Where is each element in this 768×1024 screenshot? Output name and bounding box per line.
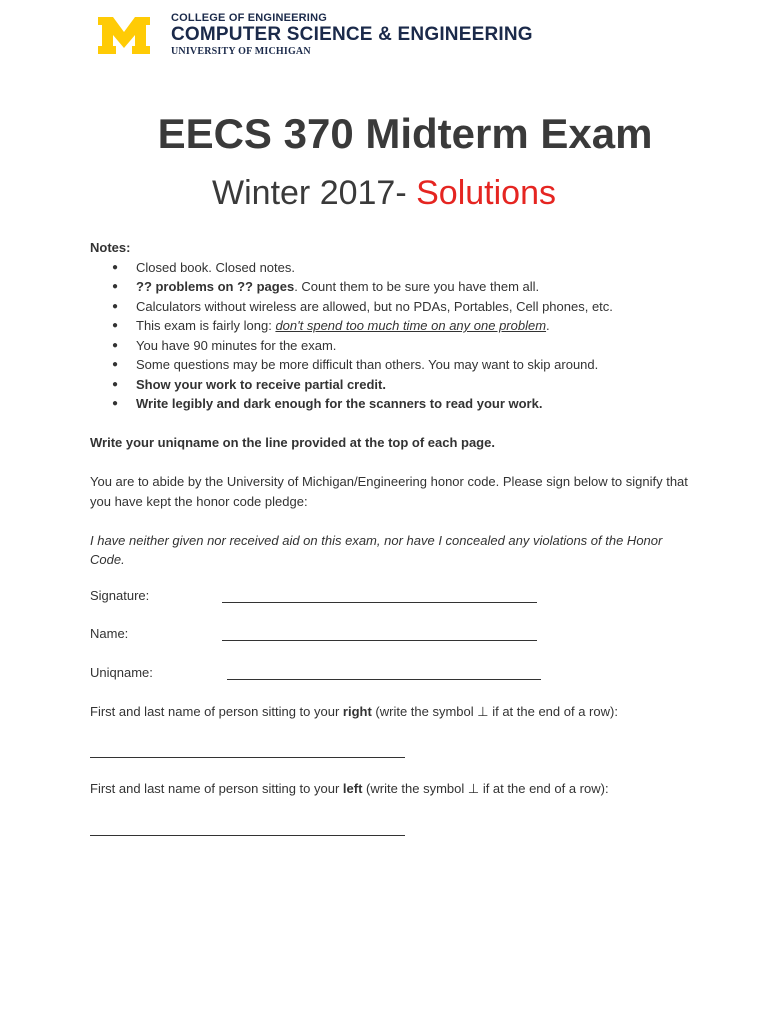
note-text: You have 90 minutes for the exam.	[136, 337, 337, 353]
right-neighbor-text: First and last name of person sitting to your	[90, 704, 343, 719]
name-line[interactable]	[222, 640, 537, 641]
right-neighbor-prompt	[90, 704, 618, 720]
notes-list	[90, 258, 690, 414]
signature-label: Signature:	[90, 588, 150, 603]
left-word: left	[342, 781, 363, 796]
notes-heading: Notes:	[90, 240, 131, 255]
name-label: Name:	[90, 626, 129, 641]
left-neighbor-text-end: (write the symbol ⊥ if at the end of a row):	[362, 781, 609, 796]
list-item	[90, 336, 690, 356]
note-text: . Count them to be sure you have them all.	[294, 279, 540, 294]
list-item	[90, 316, 690, 336]
list-item	[90, 375, 690, 395]
uniqname-line[interactable]	[227, 679, 541, 680]
note-emphasis-text: don't spend too much time on any one problem	[275, 318, 547, 333]
note-text: .	[546, 318, 550, 333]
left-neighbor-text: First and last name of person sitting to your	[90, 781, 343, 796]
note-text: Calculators without wireless are allowed, but no PDAs, Portables, Cell phones, etc.	[136, 298, 613, 314]
name-field	[90, 626, 128, 641]
instructions	[90, 238, 690, 570]
signature-line[interactable]	[222, 602, 537, 603]
block-m-logo	[96, 15, 152, 56]
left-neighbor-prompt	[90, 781, 609, 797]
uniqname-instruction: Write your uniqname on the line provided at the top of each page.	[90, 435, 495, 450]
honor-code-text: You are to abide by the University of Michigan/Engineering honor code. Please sign below to signify that you have kept the honor code pledge:	[90, 474, 688, 509]
right-neighbor-line[interactable]	[90, 757, 405, 758]
signature-field	[90, 588, 149, 603]
right-neighbor-field	[90, 745, 405, 759]
note-text: Closed book. Closed notes.	[136, 259, 295, 275]
college-of-engineering-text: COLLEGE OF ENGINEERING	[171, 12, 327, 24]
exam-title: EECS 370 Midterm Exam	[157, 110, 653, 157]
note-text: Some questions may be more difficult than others. You may want to skip around.	[136, 357, 599, 372]
cse-text: COMPUTER SCIENCE & ENGINEERING	[171, 24, 533, 45]
right-word: right	[342, 704, 372, 719]
left-neighbor-field	[90, 823, 405, 837]
list-item	[90, 258, 690, 278]
note-bold-text: Write legibly and dark enough for the scanners to read your work.	[136, 396, 543, 411]
term-text: Winter 2017-	[212, 174, 417, 212]
note-text: This exam is fairly long:	[136, 318, 276, 333]
honor-pledge: I have neither given nor received aid on this exam, nor have I concealed any violations of the Honor Code.	[90, 532, 663, 567]
list-item	[90, 355, 690, 375]
right-neighbor-text-end: (write the symbol ⊥ if at the end of a row):	[371, 704, 618, 719]
exam-subtitle	[0, 174, 768, 213]
uniqname-field	[90, 665, 153, 680]
university-text: UNIVERSITY OF MICHIGAN	[171, 46, 311, 57]
uniqname-label: Uniqname:	[90, 665, 153, 680]
solutions-text: Solutions	[416, 174, 556, 212]
note-bold-text: Show your work to receive partial credit.	[136, 376, 386, 392]
left-neighbor-line[interactable]	[90, 835, 405, 836]
college-name	[171, 12, 533, 58]
note-bold-text: ?? problems on ?? pages	[136, 279, 295, 294]
list-item	[90, 297, 690, 317]
list-item	[90, 394, 690, 414]
list-item	[90, 277, 690, 297]
